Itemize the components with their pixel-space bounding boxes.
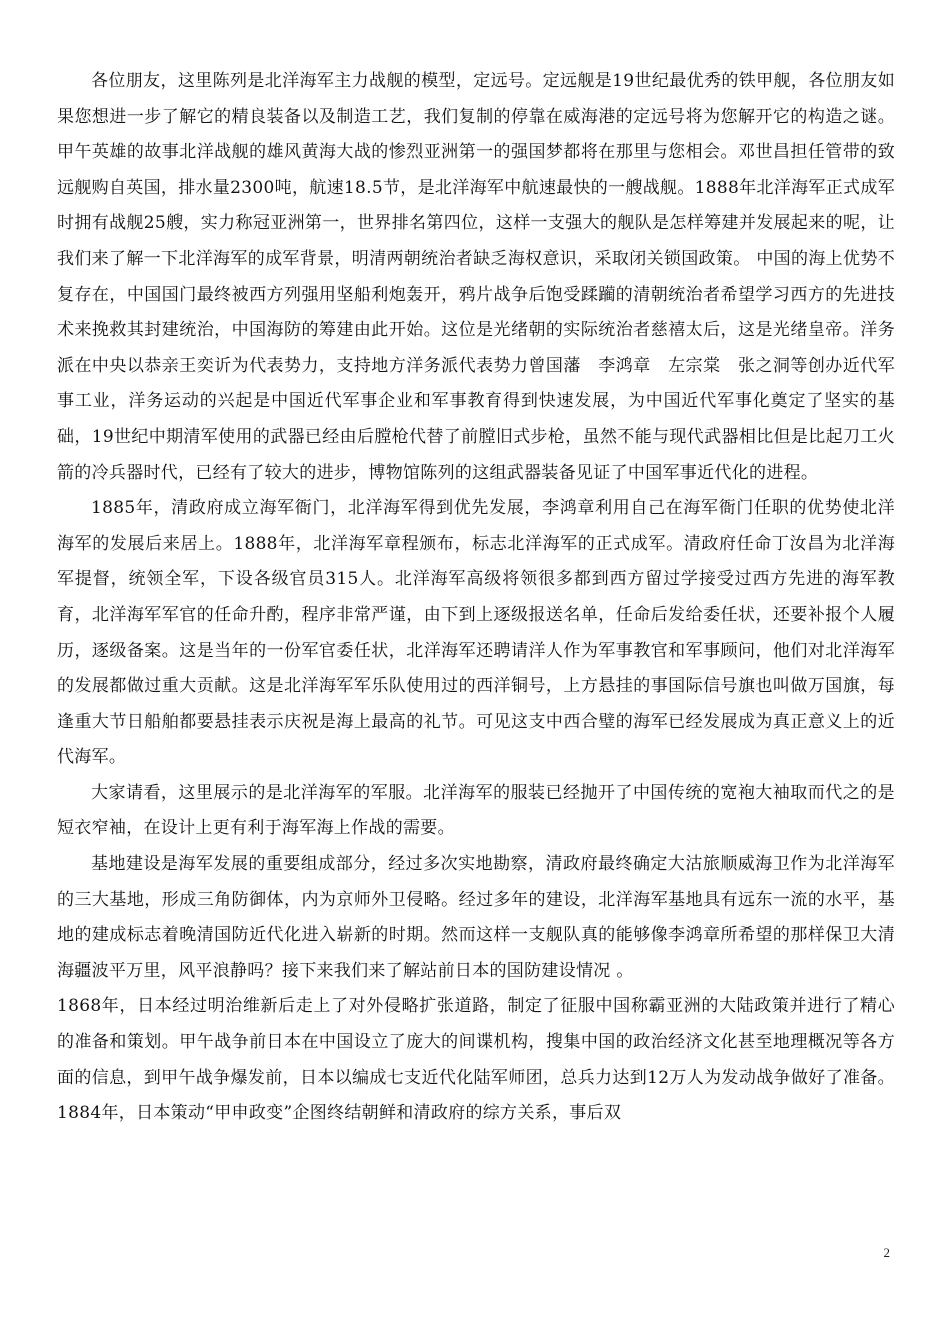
paragraph-2: 1885年，清政府成立海军衙门，北洋海军得到优先发展，李鸿章利用自己在海军衙门任职的优势使北洋海军的发展后来居上。1888年，北洋海军章程颁布，标志北洋海军的正式成军。清政府任命丁汝昌为北洋海军提督，统领全军，下设各级官员315人。北洋海军高级将领很多都到西方留过学接受过西方先进的海军教育，北洋海军军官的任命升酌，程序非常严谨，由下到上逐级报送名单，任命后发给委任状，还要补报个人履历，逐级备案。这是当年的一份军官委任状，北洋海军还聘请洋人作为军事教官和军事顾问，他们对北洋海军的发展都做过重大贡献。这是北洋海军军乐队使用过的西洋铜号，上方悬挂的事国际信号旗也叫做万国旗，每逢重大节日船舶都要悬挂表示庆祝是海上最高的礼节。可见这支中西合璧的海军已经发展成为真正意义上的近代海军。 xyxy=(57,498,895,768)
paragraph-1: 各位朋友，这里陈列是北洋海军主力战舰的模型，定远号。定远舰是19世纪最优秀的铁甲舰，各位朋友如果您想进一步了解它的精良装备以及制造工艺，我们复制的停靠在威海港的定远号将为您解开它的构造之谜。甲午英雄的故事北洋战舰的雄风黄海大战的惨烈亚洲第一的强国梦都将在那里与您相会。邓世昌担任管带的致远舰购自英国，排水量2300吨，航速18.5节，是北洋海军中航速最快的一艘战舰。1888年北洋海军正式成军时拥有战舰25艘，实力称冠亚洲第一，世界排名第四位，这样一支强大的舰队是怎样筹建并发展起来的呢，让我们来了解一下北洋海军的成军背景，明清两朝统治者缺乏海权意识，采取闭关锁国政策。 中国的海上优势不复存在，中国国门最终被西方列强用坚船利炮轰开，鸦片战争后饱受蹂躏的清朝统治者希望学习西方的先进技术来挽救其封建统治，中国海防的筹建由此开始。这位是光绪朝的实际统治者慈禧太后，这是光绪皇帝。洋务派在中央以恭亲王奕䜣为代表势力，支持地方洋务派代表势力曾国藩 李鸿章 左宗棠 张之洞等创办近代军事工业，洋务运动的兴起是中国近代军事企业和军事教育得到快速发展，为中国近代军事化奠定了坚实的基础，19世纪中期清军使用的武器已经由后膛枪代替了前膛旧式步枪，虽然不能与现代武器相比但是比起刀工火箭的冷兵器时代，已经有了较大的进步，博物馆陈列的这组武器装备见证了中国军事近代化的进程。 xyxy=(57,71,895,483)
page-number: 2 xyxy=(883,1245,890,1260)
paragraph-5: 1868年，日本经过明治维新后走上了对外侵略扩张道路，制定了征服中国称霸亚洲的大陆政策并进行了精心的准备和策划。甲午战争前日本在中国设立了庞大的间谍机构，搜集中国的政治经济文化甚至地理概况等各方面的信息，到甲午战争爆发前，日本以编成七支近代化陆军师团，总兵力达到12万人为发动战争做好了准备。1884年，日本策动“甲申政变”企图终结朝鲜和清政府的综方关系，事后双 xyxy=(57,996,895,1124)
document-body xyxy=(57,64,895,1132)
paragraph-3: 大家请看，这里展示的是北洋海军的军服。北洋海军的服装已经抛开了中国传统的宽袍大袖取而代之的是短衣窄袖，在设计上更有利于海军海上作战的需要。 xyxy=(57,782,895,839)
paragraph-4: 基地建设是海军发展的重要组成部分，经过多次实地勘察，清政府最终确定大沽旅顺威海卫作为北洋海军的三大基地，形成三角防御体，内为京师外卫侵略。经过多年的建设，北洋海军基地具有远东一流的水平，基地的建成标志着晚清国防近代化进入崭新的时期。然而这样一支舰队真的能够像李鸿章所希望的那样保卫大清海疆波平万里，风平浪静吗？接下来我们来了解站前日本的国防建设情况 。 xyxy=(57,854,895,981)
